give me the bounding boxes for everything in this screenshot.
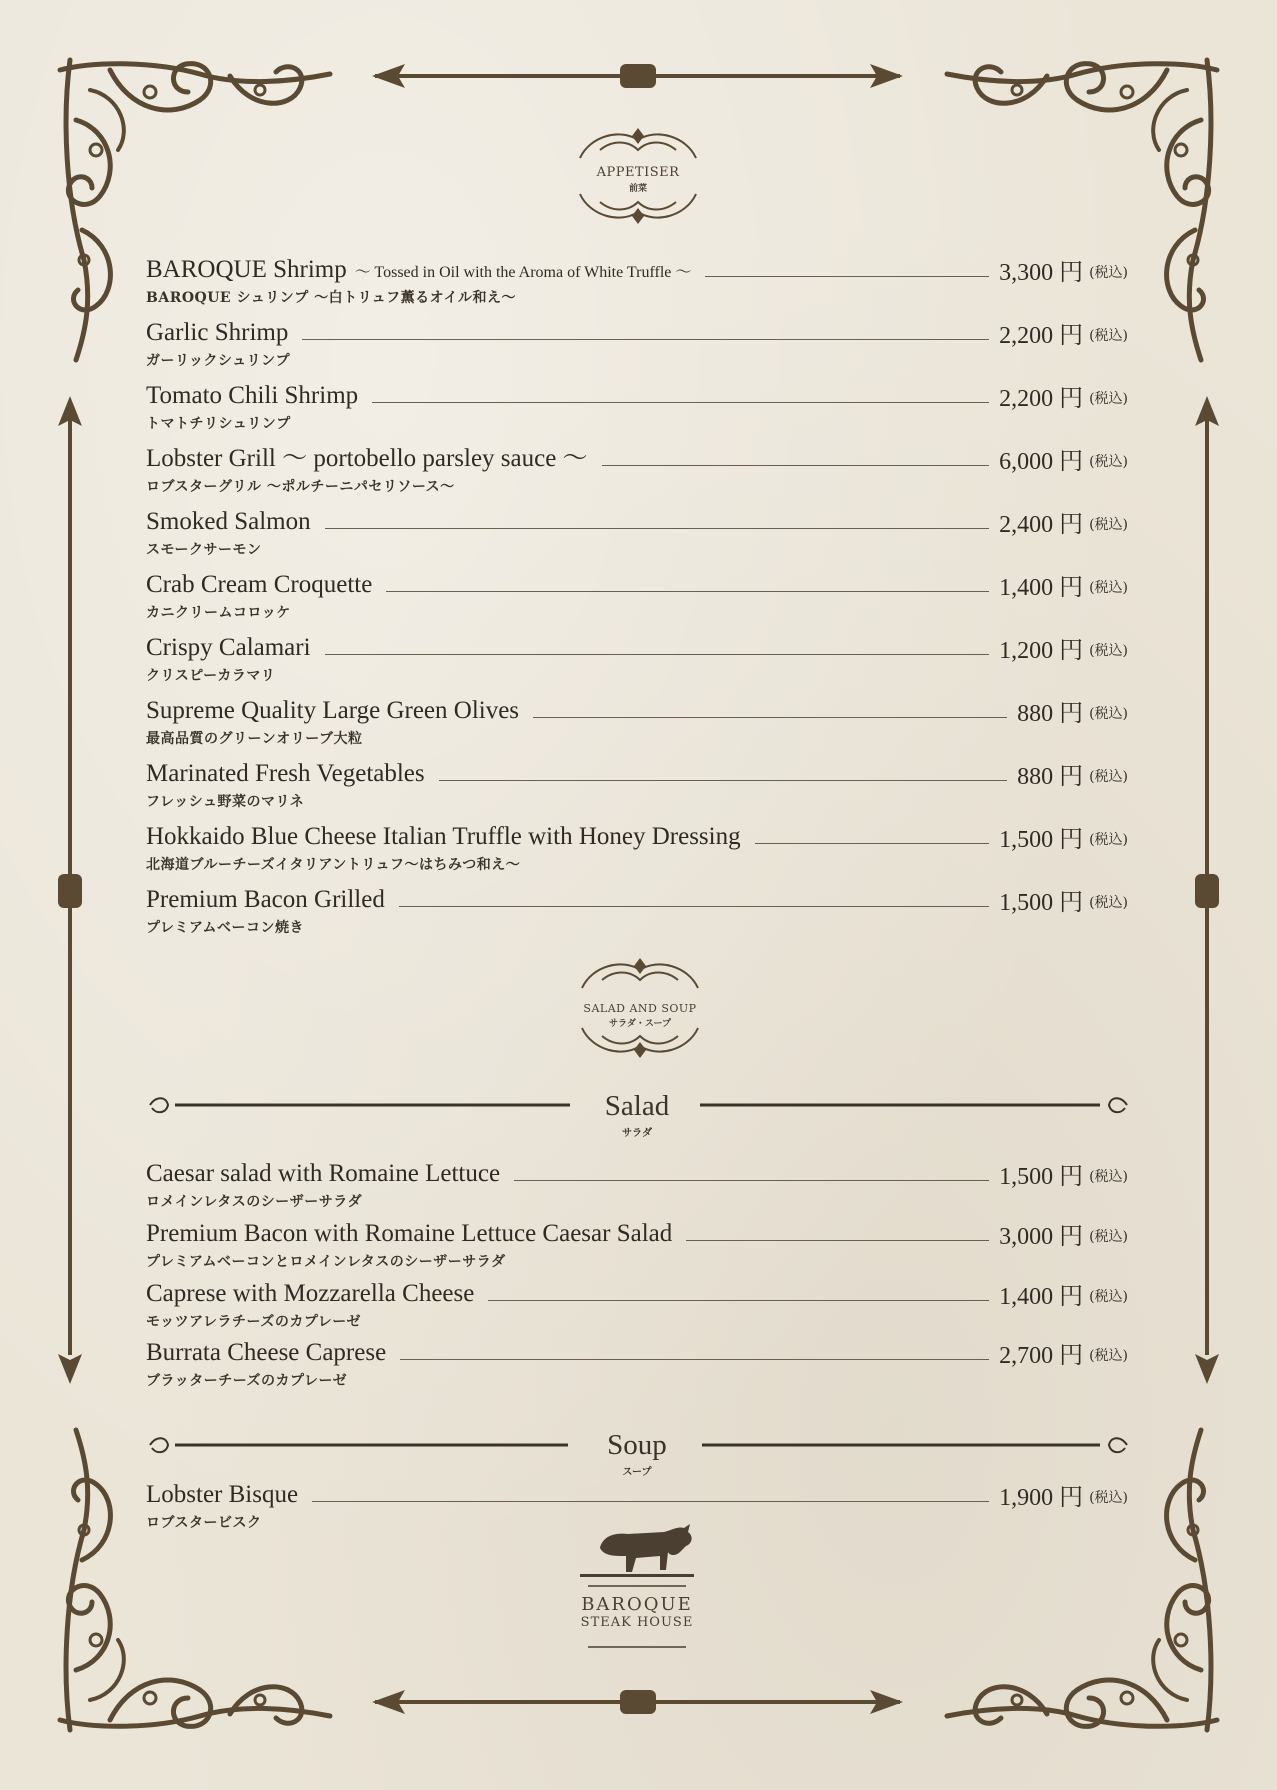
dish-price: 2,200 円 — [999, 323, 1084, 349]
dish-name-japanese: フレッシュ野菜のマリネ — [146, 794, 305, 810]
dish-price: 1,500 円 — [999, 827, 1084, 853]
dish-name — [146, 507, 311, 540]
menu-item-row — [146, 1220, 1128, 1252]
dish-name-japanese: ガーリックシュリンプ — [146, 353, 291, 369]
dish-name — [146, 1159, 500, 1192]
menu-item-row — [146, 760, 1128, 792]
emblem-title: SALAD AND SOUP — [583, 1002, 697, 1015]
soup-section-header — [146, 1428, 1128, 1478]
section-subtitle: スープ — [622, 1467, 652, 1478]
dish-name-main: Garlic Shrimp — [146, 319, 289, 346]
dish-name-sub: ～ Tossed in Oil with the Aroma of White Truffle ～ — [354, 264, 692, 281]
menu-item-row — [146, 445, 1128, 477]
dotted-leader — [325, 527, 989, 529]
menu-item — [146, 1339, 1128, 1395]
menu-item — [146, 508, 1128, 564]
dish-name-main: Lobster Grill ～ portobello parsley sauce ～ — [146, 445, 588, 472]
menu-item-row — [146, 823, 1128, 855]
dish-name-japanese: プレミアムベーコンとロメインレタスのシーザーサラダ — [146, 1254, 506, 1270]
dish-name-japanese: カニクリームコロッケ — [146, 605, 291, 621]
dotted-leader — [325, 653, 990, 655]
dotted-leader — [705, 275, 989, 277]
logo-subname: STEAK HOUSE — [580, 1615, 694, 1630]
menu-item — [146, 445, 1128, 501]
dish-name — [146, 822, 741, 855]
tax-included-label: (税込) — [1089, 706, 1128, 722]
dish-name — [146, 759, 425, 792]
dish-name-japanese: プレミアムベーコン焼き — [146, 920, 304, 936]
menu-item-row — [146, 382, 1128, 414]
menu-item — [146, 634, 1128, 690]
dish-name-main: BAROQUE Shrimp — [146, 256, 347, 283]
tax-included-label: (税込) — [1089, 328, 1128, 344]
emblem-title: APPETISER — [596, 165, 680, 180]
dish-name — [146, 1279, 474, 1312]
tax-included-label: (税込) — [1089, 1348, 1128, 1364]
menu-item — [146, 319, 1128, 375]
dish-price: 3,000 円 — [999, 1224, 1084, 1250]
dish-name-main: Caprese with Mozzarella Cheese — [146, 1280, 475, 1307]
dish-price: 1,400 円 — [999, 575, 1084, 601]
menu-item-row — [146, 1339, 1128, 1371]
appetiser-emblem — [568, 165, 708, 194]
dotted-leader — [514, 1179, 989, 1181]
dish-name-main: Premium Bacon Grilled — [146, 886, 385, 913]
menu-item — [146, 382, 1128, 438]
tax-included-label: (税込) — [1089, 517, 1128, 533]
menu-item — [146, 256, 1128, 312]
dotted-leader — [755, 842, 989, 844]
menu-item — [146, 1481, 1128, 1537]
tax-included-label: (税込) — [1089, 895, 1128, 911]
dotted-leader — [488, 1299, 989, 1301]
menu-item-row — [146, 571, 1128, 603]
menu-item-row — [146, 697, 1128, 729]
dish-name — [146, 570, 372, 603]
menu-item-row — [146, 1280, 1128, 1312]
dish-name-main: Burrata Cheese Caprese — [146, 1339, 387, 1366]
section-title: Soup — [607, 1429, 667, 1461]
emblem-subtitle: 前菜 — [628, 184, 647, 194]
tax-included-label: (税込) — [1089, 391, 1128, 407]
dish-name — [146, 255, 691, 288]
dotted-leader — [602, 464, 990, 466]
dotted-leader — [400, 1358, 989, 1360]
dish-name-main: Tomato Chili Shrimp — [146, 382, 359, 409]
dotted-leader — [312, 1500, 989, 1502]
logo-name: BAROQUE — [581, 1594, 693, 1615]
dish-name-japanese: 最高品質のグリーンオリーブ大粒 — [146, 731, 363, 747]
dish-name — [146, 1338, 386, 1371]
menu-item-row — [146, 256, 1128, 288]
section-subtitle: サラダ — [622, 1128, 652, 1139]
tax-included-label: (税込) — [1089, 454, 1128, 470]
dotted-leader — [533, 716, 1007, 718]
dish-name-japanese: 北海道ブルーチーズイタリアントリュフ～はちみつ和え～ — [146, 857, 521, 873]
menu-item-row — [146, 319, 1128, 351]
dish-name — [146, 318, 288, 351]
dish-name-japanese: BAROQUE シュリンプ ～白トリュフ薫るオイル和え～ — [146, 290, 516, 306]
dotted-leader — [386, 590, 989, 592]
dish-price: 1,200 円 — [999, 638, 1084, 664]
salad-soup-emblem — [570, 1002, 710, 1029]
dish-name-japanese: トマトチリシュリンプ — [146, 416, 291, 432]
dish-price: 3,300 円 — [999, 260, 1084, 286]
dish-price: 880 円 — [1017, 764, 1084, 790]
menu-item — [146, 1280, 1128, 1336]
tax-included-label: (税込) — [1089, 265, 1128, 281]
dish-name-japanese: スモークサーモン — [146, 542, 262, 558]
menu-item-row — [146, 634, 1128, 666]
dish-price: 2,200 円 — [999, 386, 1084, 412]
dish-name-japanese: ロブスタービスク — [146, 1515, 262, 1531]
menu-item-row — [146, 508, 1128, 540]
dish-name-main: Crab Cream Croquette — [146, 571, 373, 598]
dish-name — [146, 696, 519, 729]
dish-name-main: Hokkaido Blue Cheese Italian Truffle with Honey Dressing — [146, 823, 741, 850]
restaurant-logo — [560, 1594, 714, 1630]
dish-name-main: Supreme Quality Large Green Olives — [146, 697, 520, 724]
dish-price: 880 円 — [1017, 701, 1084, 727]
dish-name-japanese: ロブスターグリル ～ポルチーニパセリソース～ — [146, 479, 455, 495]
dish-price: 2,400 円 — [999, 512, 1084, 538]
dish-name-main: Smoked Salmon — [146, 508, 311, 535]
dotted-leader — [686, 1239, 989, 1241]
dish-price: 1,500 円 — [999, 1164, 1084, 1190]
tax-included-label: (税込) — [1089, 580, 1128, 596]
dish-name-main: Premium Bacon with Romaine Lettuce Caesar Salad — [146, 1220, 673, 1247]
salad-section-header — [146, 1089, 1128, 1139]
dish-price: 6,000 円 — [999, 449, 1084, 475]
dotted-leader — [302, 338, 989, 340]
tax-included-label: (税込) — [1089, 832, 1128, 848]
dish-name-japanese: ブラッターチーズのカプレーゼ — [146, 1373, 348, 1389]
menu-item-row — [146, 1160, 1128, 1192]
dish-name — [146, 381, 358, 414]
menu-item — [146, 1160, 1128, 1216]
tax-included-label: (税込) — [1089, 1490, 1128, 1506]
dish-price: 1,500 円 — [999, 890, 1084, 916]
dish-name-main: Caesar salad with Romaine Lettuce — [146, 1160, 501, 1187]
dish-price: 2,700 円 — [999, 1343, 1084, 1369]
dish-name-main: Lobster Bisque — [146, 1481, 299, 1508]
dish-name — [146, 1219, 672, 1252]
menu-item-row — [146, 1481, 1128, 1513]
dotted-leader — [399, 905, 989, 907]
emblem-subtitle: サラダ・スープ — [608, 1019, 671, 1029]
dish-name-japanese: モッツアレラチーズのカプレーゼ — [146, 1314, 361, 1330]
tax-included-label: (税込) — [1089, 1229, 1128, 1245]
menu-item — [146, 823, 1128, 879]
dish-price: 1,400 円 — [999, 1284, 1084, 1310]
tax-included-label: (税込) — [1089, 1169, 1128, 1185]
tax-included-label: (税込) — [1089, 1289, 1128, 1305]
dish-name-japanese: ロメインレタスのシーザーサラダ — [146, 1194, 363, 1210]
dish-name — [146, 1480, 298, 1513]
dish-name — [146, 633, 311, 666]
menu-item-row — [146, 886, 1128, 918]
menu-item — [146, 1220, 1128, 1276]
menu-item — [146, 886, 1128, 942]
dish-name — [146, 885, 385, 918]
dish-name-japanese: クリスピーカラマリ — [146, 668, 276, 684]
tax-included-label: (税込) — [1089, 643, 1128, 659]
section-title: Salad — [604, 1090, 670, 1122]
dish-price: 1,900 円 — [999, 1485, 1084, 1511]
menu-item — [146, 760, 1128, 816]
dish-name — [146, 444, 588, 477]
menu-item — [146, 697, 1128, 753]
dish-name-main: Crispy Calamari — [146, 634, 311, 661]
dotted-leader — [372, 401, 989, 403]
dish-name-main: Marinated Fresh Vegetables — [146, 760, 425, 787]
tax-included-label: (税込) — [1089, 769, 1128, 785]
dotted-leader — [439, 779, 1007, 781]
menu-item — [146, 571, 1128, 627]
